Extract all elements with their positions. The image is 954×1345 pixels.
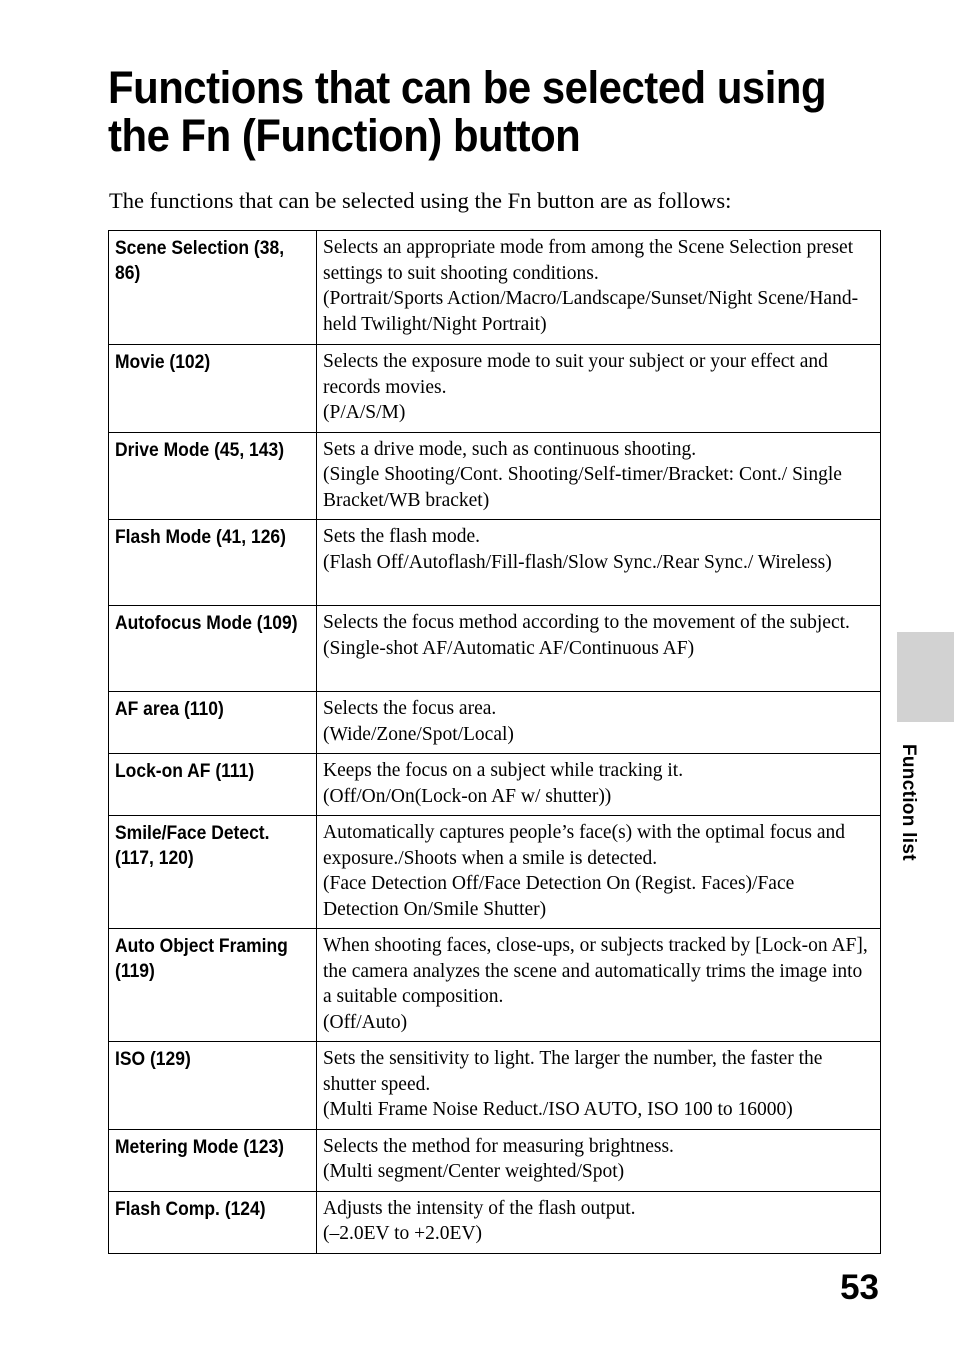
function-options: (–2.0EV to +2.0EV) <box>323 1223 483 1244</box>
function-description-cell <box>317 754 881 816</box>
function-description-cell <box>317 606 881 692</box>
function-description: Keeps the focus on a subject while tracking it. <box>323 760 684 781</box>
function-name: ISO (129) <box>115 1049 191 1070</box>
page-title-line-1: Functions that can be selected using <box>108 62 827 113</box>
function-name: Autofocus Mode (109) <box>115 613 298 634</box>
function-description-cell <box>317 231 881 345</box>
table-row <box>109 606 881 692</box>
function-name: Metering Mode (123) <box>115 1136 285 1158</box>
function-description: Sets the sensitivity to light. The larger the number, the faster the shutter speed. <box>323 1048 823 1095</box>
function-description-cell <box>317 1042 881 1130</box>
function-name: Scene Selection (38, 86) <box>115 238 285 284</box>
function-name-cell <box>109 345 317 433</box>
function-options: (Off/On/On(Lock-on AF w/ shutter)) <box>323 785 612 807</box>
function-name: Flash Comp. (124) <box>115 1198 266 1220</box>
page-number: 53 <box>840 1268 879 1307</box>
function-name-cell <box>109 692 317 754</box>
function-options: (Wide/Zone/Spot/Local) <box>323 723 514 745</box>
function-options: (Single-shot AF/Automatic AF/Continuous AF) <box>323 637 695 659</box>
section-tab <box>897 632 954 722</box>
function-name-cell <box>109 1042 317 1130</box>
function-name: Auto Object Framing (119) <box>115 936 288 982</box>
table-row <box>109 692 881 754</box>
table-row <box>109 1191 881 1253</box>
function-description: When shooting faces, close-ups, or subjects tracked by [Lock-on AF], the camera analyzes the scene and automatically trims the image into a suitable composition. <box>323 935 868 1007</box>
function-options: (P/A/S/M) <box>323 402 406 423</box>
table-row <box>109 231 881 345</box>
function-name-cell <box>109 816 317 929</box>
function-description: Selects the method for measuring brightness. <box>323 1135 674 1157</box>
function-options: (Portrait/Sports Action/Macro/Landscape/Sunset/Night Scene/Hand-held Twilight/Night Portrait) <box>323 288 859 335</box>
table-row <box>109 1129 881 1191</box>
function-description: Automatically captures people’s face(s) with the optimal focus and exposure./Shoots when a smile is detected. <box>323 822 845 869</box>
table-row <box>109 816 881 929</box>
function-name: Smile/Face Detect. (117, 120) <box>115 823 270 869</box>
function-name: AF area (110) <box>115 699 224 720</box>
function-table <box>108 230 881 1254</box>
page-title <box>108 64 833 160</box>
function-options: (Multi segment/Center weighted/Spot) <box>323 1161 625 1182</box>
function-description: Selects an appropriate mode from among the Scene Selection preset settings to suit shooting conditions. <box>323 237 854 284</box>
function-description: Selects the focus method according to the movement of the subject. <box>323 612 850 633</box>
table-row <box>109 520 881 606</box>
function-name-cell <box>109 606 317 692</box>
function-description-cell <box>317 929 881 1042</box>
section-label: Function list <box>898 744 919 861</box>
function-name: Movie (102) <box>115 352 211 373</box>
function-description: Adjusts the intensity of the flash output. <box>323 1197 636 1219</box>
function-name-cell <box>109 754 317 816</box>
function-name-cell <box>109 929 317 1042</box>
function-description-cell <box>317 692 881 754</box>
function-description-cell <box>317 816 881 929</box>
function-options: (Face Detection Off/Face Detection On (Regist. Faces)/Face Detection On/Smile Shutter) <box>323 873 795 920</box>
function-name: Drive Mode (45, 143) <box>115 439 285 461</box>
function-options: (Off/Auto) <box>323 1011 408 1033</box>
function-description-cell <box>317 520 881 606</box>
function-name-cell <box>109 1129 317 1191</box>
page-title-line-2: the Fn (Function) button <box>108 110 581 161</box>
table-row <box>109 432 881 520</box>
function-description-cell <box>317 1191 881 1253</box>
function-options: (Single Shooting/Cont. Shooting/Self-timer/Bracket: Cont./ Single Bracket/WB bracket) <box>323 464 842 511</box>
function-description-cell <box>317 432 881 520</box>
function-description-cell <box>317 345 881 433</box>
function-name-cell <box>109 520 317 606</box>
function-name-cell <box>109 231 317 345</box>
table-row <box>109 929 881 1042</box>
table-row <box>109 754 881 816</box>
table-row <box>109 345 881 433</box>
table-row <box>109 1042 881 1130</box>
function-name: Lock-on AF (111) <box>115 761 255 782</box>
intro-text: The functions that can be selected using the Fn button are as follows: <box>109 188 732 213</box>
function-description-cell <box>317 1129 881 1191</box>
function-options: (Flash Off/Autoflash/Fill-flash/Slow Sync./Rear Sync./ Wireless) <box>323 551 832 573</box>
function-description: Sets a drive mode, such as continuous shooting. <box>323 438 697 460</box>
function-description: Selects the exposure mode to suit your subject or your effect and records movies. <box>323 351 828 398</box>
function-options: (Multi Frame Noise Reduct./ISO AUTO, ISO 100 to 16000) <box>323 1099 793 1120</box>
function-name-cell <box>109 432 317 520</box>
function-name: Flash Mode (41, 126) <box>115 527 286 548</box>
function-name-cell <box>109 1191 317 1253</box>
function-description: Selects the focus area. <box>323 698 497 719</box>
function-description: Sets the flash mode. <box>323 526 481 547</box>
